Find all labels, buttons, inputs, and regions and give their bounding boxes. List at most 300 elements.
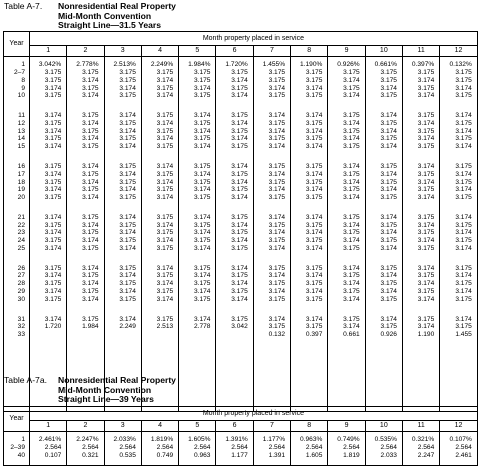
month-placed-header: Month property placed in service: [30, 32, 478, 46]
rate-cell: 2.247%: [76, 436, 99, 443]
rate-cell: 3.175: [305, 76, 323, 84]
rate-cell: 3.174: [44, 111, 62, 119]
group-spacer: [30, 304, 61, 316]
month-6-column: [216, 57, 253, 412]
rate-cell: 3.175: [156, 288, 174, 296]
rate-cell: 3.175: [343, 315, 360, 323]
rate-cell: 0.321%: [411, 436, 435, 443]
rate-cell: 2.513: [156, 323, 174, 331]
rate-cell: 3.174: [268, 84, 286, 92]
group-spacer: [179, 202, 210, 214]
group-spacer: [105, 151, 136, 163]
rate-cell: 2.778: [193, 323, 211, 331]
rate-cell: 3.175: [119, 221, 136, 229]
rate-cell: 3.175: [455, 280, 472, 288]
rate-cell: 0.661: [343, 331, 360, 339]
rate-cell: 3.174: [343, 135, 360, 143]
group-spacer: [254, 100, 285, 112]
rate-cell: 3.175: [417, 170, 435, 178]
year-label: 26: [17, 264, 25, 272]
rate-cell: 3.175: [193, 237, 211, 245]
rate-cell: 3.174: [305, 127, 323, 135]
rate-cell: 3.174: [268, 245, 286, 253]
rate-cell: 3.174: [231, 119, 248, 127]
rate-cell: 3.174: [305, 170, 323, 178]
rate-cell: 3.174: [268, 186, 286, 194]
month-6-column: [216, 432, 253, 466]
rate-cell: 3.175: [268, 76, 286, 84]
rate-cell: 3.174: [343, 296, 360, 303]
rate-cell: 3.174: [156, 264, 174, 272]
group-spacer: [291, 253, 322, 265]
month-number: 6: [216, 46, 253, 57]
rate-cell: 0.535%: [374, 436, 397, 443]
rate-cell: 3.174: [119, 229, 136, 237]
rate-cell: 3.174: [268, 272, 286, 280]
rate-cell: 3.175: [268, 221, 286, 229]
rate-cell: 3.175: [156, 127, 174, 135]
rate-cell: 3.174: [44, 315, 62, 323]
rate-cell: 3.174: [193, 127, 211, 135]
table-a7a: [3, 406, 478, 466]
rate-cell: 3.174: [82, 92, 99, 100]
rate-cell: 0.749%: [337, 436, 360, 443]
month-number: 3: [104, 46, 141, 57]
rate-cell: 3.175: [343, 84, 360, 92]
month-7-column: [253, 432, 290, 466]
year-label: 9: [21, 84, 25, 92]
rate-cell: 2.461%: [38, 436, 62, 443]
rate-cell: 3.175: [305, 194, 323, 202]
rate-cell: 3.042: [231, 323, 248, 331]
rate-cell: 3.174: [305, 229, 323, 237]
group-spacer: [67, 100, 98, 112]
rate-cell: 3.175: [343, 111, 360, 119]
month-number: 2: [67, 46, 104, 57]
rate-cell: 3.175: [119, 76, 136, 84]
rate-cell: 3.174: [343, 221, 360, 229]
rate-cell: 3.175: [455, 264, 472, 272]
rate-cell: 3.175: [231, 143, 248, 151]
rate-cell: 3.174: [455, 111, 472, 119]
month-number: 8: [291, 46, 328, 57]
month-number: 5: [179, 421, 216, 432]
rate-cell: 3.174: [156, 194, 174, 202]
rate-cell: 3.174: [305, 272, 323, 280]
rate-cell: 3.175: [380, 162, 397, 170]
group-spacer: [328, 253, 359, 265]
rate-cell: 3.174: [305, 213, 323, 221]
rate-cell: 3.175: [455, 119, 472, 127]
year-label: 23: [17, 229, 25, 237]
rate-cell: 3.174: [343, 323, 360, 331]
month-number: 1: [30, 46, 67, 57]
rate-cell: 3.175: [82, 272, 99, 280]
rate-cell: 2.564: [82, 443, 99, 451]
rate-cell: 3.175: [380, 135, 397, 143]
year-label: 29: [17, 288, 25, 296]
rate-cell: 3.175: [44, 178, 62, 186]
rate-cell: 3.174: [231, 280, 248, 288]
rate-cell: 3.175: [119, 119, 136, 127]
rate-cell: 3.175: [44, 76, 62, 84]
rate-cell: 3.175: [417, 229, 435, 237]
rate-cell: 1.190: [417, 331, 435, 339]
rate-cell: 2.461: [455, 451, 472, 459]
rate-cell: 3.174: [119, 84, 136, 92]
rate-cell: 3.174: [231, 135, 248, 143]
rate-cell: 2.564: [417, 443, 435, 451]
group-spacer: [4, 253, 25, 265]
rate-cell: 3.175: [380, 221, 397, 229]
rate-cell: 3.174: [305, 84, 323, 92]
group-spacer: [4, 202, 25, 214]
rate-cell: 0.749: [156, 451, 174, 459]
rate-cell: 3.175: [82, 245, 99, 253]
rate-cell: 3.174: [119, 245, 136, 253]
month-number: 4: [141, 46, 178, 57]
rate-cell: 3.175: [380, 296, 397, 303]
month-10-column: [365, 432, 402, 466]
table-a7a-number: Table A-7a.: [4, 375, 47, 385]
group-spacer: [254, 253, 285, 265]
rate-cell: 3.175: [380, 178, 397, 186]
rate-cell: 3.175: [44, 221, 62, 229]
rate-cell: 3.175: [343, 213, 360, 221]
rate-cell: 3.175: [268, 264, 286, 272]
rate-cell: 3.175: [231, 170, 248, 178]
rate-cell: 3.174: [417, 162, 435, 170]
year-label: 40: [17, 451, 25, 459]
rate-cell: 3.175: [44, 162, 62, 170]
rate-cell: 3.175: [193, 221, 211, 229]
rate-cell: 3.174: [156, 221, 174, 229]
year-label: 25: [17, 245, 25, 253]
month-number: 4: [141, 421, 178, 432]
rate-cell: 3.175: [119, 280, 136, 288]
group-spacer: [366, 202, 397, 214]
rate-cell: 3.174: [455, 84, 472, 92]
rate-cell: 3.175: [193, 68, 211, 76]
rate-cell: 3.174: [417, 221, 435, 229]
rate-cell: 3.175: [455, 162, 472, 170]
rate-cell: 1.391: [268, 451, 286, 459]
rate-cell: 3.175: [231, 111, 248, 119]
year-label: 22: [17, 221, 25, 229]
rate-cell: 3.174: [305, 186, 323, 194]
rate-cell: 3.174: [305, 111, 323, 119]
rate-cell: 3.174: [343, 280, 360, 288]
table-a7a-title-block: [4, 376, 176, 405]
rate-cell: 3.175: [231, 229, 248, 237]
rate-cell: 3.174: [193, 272, 211, 280]
group-spacer: [366, 151, 397, 163]
year-label: 28: [17, 280, 25, 288]
rate-cell: 3.175: [305, 280, 323, 288]
rate-cell: 3.174: [417, 194, 435, 202]
table-a7-title-block: [4, 2, 176, 31]
month-number-row: [4, 46, 478, 57]
group-spacer: [366, 253, 397, 265]
group-spacer: [105, 253, 136, 265]
group-spacer: [291, 100, 322, 112]
table-a7-body-row: [4, 57, 478, 412]
rate-cell: 3.175: [156, 170, 174, 178]
year-label: 18: [17, 178, 25, 186]
rate-cell: 2.564: [305, 443, 323, 451]
rate-cell: 3.174: [44, 245, 62, 253]
rate-cell: 3.174: [82, 280, 99, 288]
group-spacer: [67, 151, 98, 163]
rate-cell: 3.175: [156, 213, 174, 221]
rate-cell: 3.174: [119, 288, 136, 296]
rate-cell: 3.175: [82, 315, 99, 323]
rate-cell: 3.175: [82, 288, 99, 296]
rate-cell: 3.175: [156, 229, 174, 237]
group-spacer: [440, 202, 472, 214]
month-3-column: [104, 57, 141, 412]
rate-cell: 2.033%: [113, 436, 136, 443]
rate-cell: 3.175: [305, 119, 323, 127]
rate-cell: 3.175: [156, 68, 174, 76]
rate-cell: 3.175: [268, 178, 286, 186]
group-spacer: [30, 100, 61, 112]
rate-cell: 0.963%: [300, 436, 323, 443]
rate-cell: 3.174: [156, 76, 174, 84]
rate-cell: 3.175: [455, 237, 472, 245]
rate-cell: 1.720: [44, 323, 62, 331]
rate-cell: 3.175: [455, 76, 472, 84]
rate-cell: 3.175: [455, 178, 472, 186]
year-label: 1: [21, 61, 25, 68]
rate-cell: 3.174: [380, 84, 397, 92]
group-spacer: [216, 151, 247, 163]
rate-cell: 0.107: [44, 451, 62, 459]
rate-cell: 3.174: [44, 84, 62, 92]
rate-cell: 3.175: [343, 170, 360, 178]
rate-cell: 3.174: [268, 143, 286, 151]
month-2-column: [67, 432, 104, 466]
rate-cell: 1.455%: [262, 61, 286, 68]
rate-cell: 3.175: [268, 296, 286, 303]
rate-cell: 0.963: [193, 451, 211, 459]
rate-cell: 3.174: [380, 186, 397, 194]
rate-cell: 3.175: [82, 84, 99, 92]
rate-cell: 3.175: [305, 264, 323, 272]
rate-cell: 3.042%: [38, 61, 62, 68]
month-12-column: [440, 432, 478, 466]
rate-cell: 3.175: [119, 264, 136, 272]
rate-cell: 3.175: [156, 111, 174, 119]
rate-cell: 3.174: [193, 84, 211, 92]
rate-cell: 3.175: [193, 135, 211, 143]
rate-cell: 3.175: [268, 237, 286, 245]
rate-cell: 3.175: [305, 323, 323, 331]
rate-cell: 3.175: [455, 68, 472, 76]
rate-cell: 3.175: [455, 323, 472, 331]
group-spacer: [142, 202, 173, 214]
month-number: 5: [179, 46, 216, 57]
table-a7-title-1: Nonresidential Real Property: [58, 1, 176, 11]
rate-cell: 3.174: [455, 170, 472, 178]
rate-cell: 3.174: [455, 229, 472, 237]
rate-cell: 3.174: [231, 221, 248, 229]
rate-cell: 3.174: [417, 119, 435, 127]
rate-cell: 3.174: [455, 245, 472, 253]
group-spacer: [403, 202, 434, 214]
rate-cell: 3.175: [305, 92, 323, 100]
group-spacer: [440, 100, 472, 112]
rate-cell: 3.175: [380, 76, 397, 84]
rate-cell: 3.174: [380, 288, 397, 296]
group-spacer: [179, 253, 210, 265]
rate-cell: 3.175: [380, 323, 397, 331]
rate-cell: 3.174: [82, 221, 99, 229]
rate-cell: 3.175: [417, 272, 435, 280]
rate-cell: 3.175: [380, 280, 397, 288]
rate-cell: 3.175: [119, 135, 136, 143]
group-spacer: [366, 304, 397, 316]
rate-cell: 3.175: [455, 221, 472, 229]
year-label: 17: [17, 170, 25, 178]
rate-cell: 3.175: [343, 186, 360, 194]
rate-cell: 3.175: [119, 296, 136, 303]
rate-cell: 3.175: [82, 111, 99, 119]
group-spacer: [67, 202, 98, 214]
rate-cell: 3.175: [343, 68, 360, 76]
rate-cell: 1.177: [231, 451, 248, 459]
rate-cell: 3.174: [268, 111, 286, 119]
rate-cell: 3.174: [119, 272, 136, 280]
group-spacer: [4, 151, 25, 163]
rate-cell: 1.819: [343, 451, 360, 459]
rate-cell: 2.564: [455, 443, 472, 451]
rate-cell: 3.175: [44, 296, 62, 303]
month-number: 11: [402, 46, 439, 57]
rate-cell: 3.175: [343, 143, 360, 151]
rate-cell: 3.174: [193, 229, 211, 237]
rate-cell: 3.175: [268, 323, 286, 331]
rate-cell: 0.397%: [411, 61, 435, 68]
rate-cell: 3.174: [156, 296, 174, 303]
rate-cell: 0.535: [119, 451, 136, 459]
rate-cell: 3.174: [231, 237, 248, 245]
table-a7a-body-row: [4, 432, 478, 466]
rate-cell: 3.175: [44, 264, 62, 272]
rate-cell: 3.174: [44, 288, 62, 296]
rate-cell: 3.174: [305, 315, 323, 323]
rate-cell: 1.605: [305, 451, 323, 459]
month-8-column: [291, 57, 328, 412]
year-label: 31: [17, 315, 25, 323]
group-spacer: [291, 202, 322, 214]
rate-cell: 3.175: [343, 229, 360, 237]
rate-cell: 3.174: [231, 178, 248, 186]
rate-cell: 3.174: [417, 76, 435, 84]
group-spacer: [440, 253, 472, 265]
group-spacer: [105, 304, 136, 316]
group-spacer: [254, 304, 285, 316]
rate-cell: 3.175: [417, 127, 435, 135]
month-number: 8: [291, 421, 328, 432]
month-number: 11: [402, 421, 439, 432]
rate-cell: 3.174: [44, 143, 62, 151]
rate-cell: 3.175: [305, 162, 323, 170]
rate-cell: 3.174: [231, 76, 248, 84]
group-spacer: [291, 151, 322, 163]
year-label: 12: [17, 119, 25, 127]
rate-cell: 3.174: [156, 92, 174, 100]
year-label: 11: [18, 111, 25, 119]
rate-cell: 3.175: [455, 194, 472, 202]
rate-cell: 2.564: [380, 443, 397, 451]
rate-cell: 3.174: [82, 76, 99, 84]
rate-cell: 3.174: [156, 119, 174, 127]
rate-cell: 3.175: [417, 111, 435, 119]
group-spacer: [105, 202, 136, 214]
rate-cell: 3.174: [417, 178, 435, 186]
group-spacer: [216, 253, 247, 265]
year-label: 16: [17, 162, 25, 170]
rate-cell: 3.174: [82, 119, 99, 127]
month-number: 1: [30, 421, 67, 432]
rate-cell: 3.174: [380, 213, 397, 221]
rate-cell: 3.174: [455, 186, 472, 194]
rate-cell: 1.190%: [300, 61, 323, 68]
rate-cell: 3.174: [231, 264, 248, 272]
rate-cell: 0.132: [268, 331, 286, 339]
rate-cell: 3.175: [231, 186, 248, 194]
year-label: 30: [17, 296, 25, 303]
rate-cell: 3.174: [119, 127, 136, 135]
table-a7-title-3: Straight Line—31.5 Years: [58, 20, 162, 31]
rate-cell: 3.175: [268, 135, 286, 143]
rate-cell: 3.174: [380, 245, 397, 253]
month-5-column: [179, 432, 216, 466]
year-label: 27: [17, 272, 25, 280]
rate-cell: 3.174: [455, 213, 472, 221]
rate-cell: 3.175: [193, 264, 211, 272]
group-spacer: [4, 304, 25, 316]
month-number: 7: [253, 46, 290, 57]
rate-cell: 3.174: [343, 92, 360, 100]
rate-cell: 2.564: [193, 443, 211, 451]
rate-cell: 3.174: [343, 264, 360, 272]
month-11-column: [402, 57, 439, 412]
month-4-column: [141, 57, 178, 412]
group-spacer: [254, 202, 285, 214]
month-5-column: [179, 57, 216, 412]
rate-cell: 3.174: [343, 178, 360, 186]
month-number-row: [4, 421, 478, 432]
rate-cell: 1.819%: [150, 436, 174, 443]
rate-cell: 3.174: [156, 162, 174, 170]
rate-cell: 2.564: [156, 443, 174, 451]
rate-cell: 3.175: [380, 264, 397, 272]
month-placed-header: Month property placed in service: [30, 407, 478, 421]
rate-cell: 3.175: [156, 272, 174, 280]
group-spacer: [67, 304, 98, 316]
rate-cell: 3.175: [231, 127, 248, 135]
year-label: 2–39: [10, 443, 25, 451]
year-label: 19: [17, 186, 25, 194]
rate-cell: 3.174: [343, 194, 360, 202]
rate-cell: 3.175: [193, 119, 211, 127]
group-spacer: [440, 304, 472, 316]
rate-cell: 2.778%: [76, 61, 99, 68]
rate-cell: 3.175: [305, 135, 323, 143]
year-label: 8: [21, 76, 25, 84]
